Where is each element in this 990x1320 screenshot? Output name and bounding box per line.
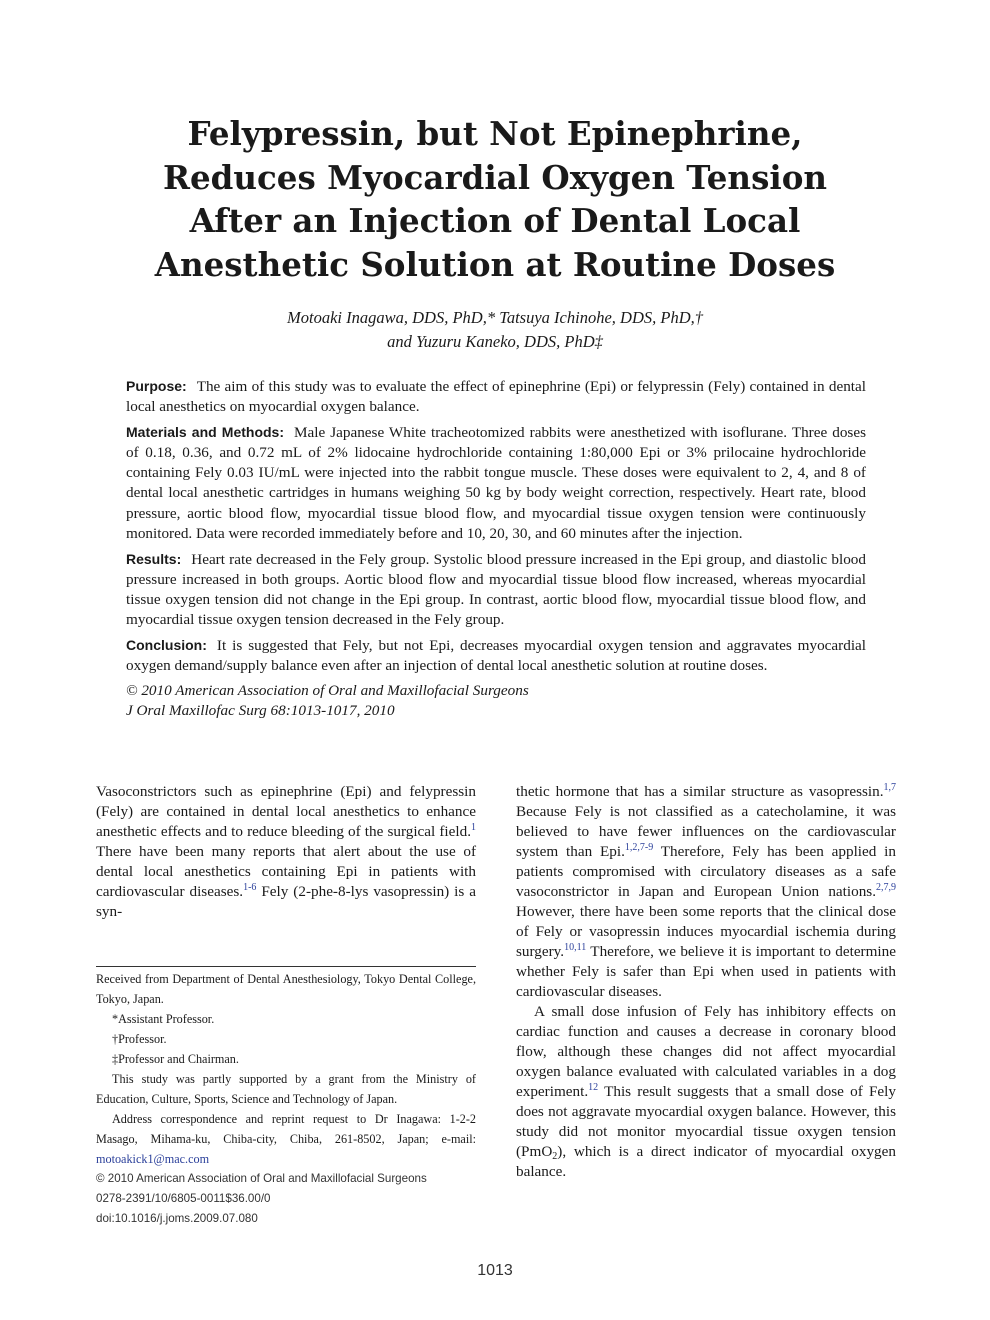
page-number: 1013 — [477, 1262, 513, 1279]
purpose-text: The aim of this study was to evaluate the effect of epinephrine (Epi) or felypressin (Fely) contained in dental local anesthetics on myocardial oxygen balance. — [126, 378, 866, 416]
article-title: Felypressin, but Not Epinephrine, Reduces Myocardial Oxygen Tension After an Injection of Dental Local Anesthetic Solution at Routine Doses — [154, 114, 836, 284]
reference-link[interactable]: 1,7 — [883, 782, 896, 793]
body-text: ), which is a direct indicator of myocardial oxygen balance. — [516, 1143, 896, 1180]
author-list — [120, 306, 870, 354]
authors-line-1: Motoaki Inagawa, DDS, PhD,* Tatsuya Ichinohe, DDS, PhD,† — [287, 308, 703, 327]
reference-link[interactable]: 1,2,7-9 — [624, 842, 654, 853]
conclusion-label: Conclusion: — [126, 637, 207, 654]
body-text: There have been many reports that alert about the use of dental local anesthetics containing Epi in patients with cardiovascular diseases. — [96, 843, 476, 900]
body-text: Fely (2-phe-8-lys vasopressin) is a syn- — [96, 883, 476, 920]
authors-line-2: and Yuzuru Kaneko, DDS, PhD‡ — [387, 332, 603, 351]
purpose-label: Purpose: — [126, 378, 187, 394]
email-link[interactable]: motoakick1@mac.com — [96, 1152, 210, 1166]
footnote-address — [96, 1109, 476, 1169]
body-paragraph — [516, 782, 896, 1002]
body-text: A small dose infusion of Fely has inhibitory effects on cardiac function and causes a decrease in coronary blood flow, although these changes did not affect myocardial oxygen balance evaluated with calculated variables in a dog experiment. — [516, 1003, 896, 1100]
reference-link[interactable]: 2,7,9 — [876, 882, 896, 893]
body-text: Therefore, we believe it is important to determine whether Fely is safer than Epi when used in patients with cardiovascular diseases. — [516, 943, 896, 1000]
reference-link[interactable]: 1 — [471, 822, 476, 833]
footnote-professor: †Professor. — [112, 1032, 167, 1046]
body-text: However, there have been some reports that the clinical dose of Fely or vasopressin induces myocardial ischemia during surgery. — [516, 903, 896, 960]
body-paragraph — [516, 1002, 896, 1182]
conclusion-text: It is suggested that Fely, but not Epi, decreases myocardial oxygen tension and aggravates myocardial oxygen demand/supply balance even after an injection of dental local anesthetic solution at routine doses. — [126, 637, 866, 675]
methods-label: Materials and Methods: — [126, 424, 284, 441]
abstract-conclusion — [126, 635, 866, 676]
footnote-assistant: *Assistant Professor. — [112, 1012, 215, 1026]
footnote-chairman: ‡Professor and Chairman. — [112, 1052, 239, 1066]
abstract — [126, 376, 866, 722]
body-text: Because Fely is not classified as a catecholamine, it was believed to have fewer influences on the cardiovascular system than Epi. — [516, 803, 896, 860]
footnote-issn: 0278-2391/10/6805-0011$36.00/0 — [96, 1192, 271, 1205]
footnote-copyright: © 2010 American Association of Oral and Maxillofacial Surgeons — [96, 1172, 427, 1185]
footnote-grant: This study was partly supported by a grant from the Ministry of Education, Culture, Sports, Science and Technology of Japan. — [96, 1072, 476, 1106]
body-column-right — [516, 782, 896, 1182]
body-text: Therefore, Fely has been applied in patients compromised with circulatory diseases as a safe vasoconstrictor in Japan and European Union nations. — [516, 843, 896, 900]
footnote-doi[interactable]: doi:10.1016/j.joms.2009.07.080 — [96, 1212, 258, 1225]
body-text: This result suggests that a small dose of Fely does not aggravate myocardial oxygen balance. However, this study did not monitor myocardial tissue oxygen tension (PmO — [516, 1083, 896, 1160]
footnotes — [96, 966, 476, 1229]
subscript: 2 — [552, 1151, 558, 1162]
body-text: thetic hormone that has a similar structure as vasopressin. — [516, 783, 884, 800]
body-paragraph — [96, 782, 476, 922]
body-column-left — [96, 782, 476, 922]
body-text: Vasoconstrictors such as epinephrine (Epi) and felypressin (Fely) are contained in dental local anesthetics to enhance anesthetic effects and to reduce bleeding of the surgical field. — [96, 783, 476, 840]
abstract-methods — [126, 422, 866, 544]
footnote-received: Received from Department of Dental Anesthesiology, Tokyo Dental College, Tokyo, Japan. — [96, 972, 476, 1006]
reference-link[interactable]: 10,11 — [564, 942, 587, 953]
address-text: Address correspondence and reprint request to Dr Inagawa: 1-2-2 Masago, Mihama-ku, Chiba-city, Chiba, 261-8502, Japan; e-mail: — [96, 1112, 476, 1146]
abstract-citation: J Oral Maxillofac Surg 68:1013-1017, 2010 — [126, 702, 395, 720]
results-text: Heart rate decreased in the Fely group. Systolic blood pressure increased in the Epi group, and diastolic blood pressure increased in both groups. Aortic blood flow and myocardial tissue blood flow increased, whereas myocardial tissue oxygen tension did not change in the Epi group. In contrast, aortic blood flow, myocardial tissue blood flow, and myocardial tissue oxygen tension decreased in the Fely group. — [126, 550, 866, 629]
methods-text: Male Japanese White tracheotomized rabbits were anesthetized with isoflurane. Three doses of 0.18, 0.36, and 0.72 mL of 2% lidocaine hydrochloride containing 1:80,000 Epi or 3% prilocaine hydrochloride containing Fely 0.03 IU/mL were injected into the rabbit tongue muscle. These doses were equivalent to 2, 4, and 8 of dental local anesthetic cartridges in humans weighing 50 kg by body weight correction, respectively. Heart rate, blood pressure, aortic blood flow, myocardial tissue blood flow, and myocardial tissue oxygen tension were continuously monitored. Data were recorded immediately before and 10, 20, 30, and 60 minutes after the injection. — [126, 424, 866, 542]
reference-link[interactable]: 1-6 — [243, 882, 257, 893]
abstract-copyright: © 2010 American Association of Oral and Maxillofacial Surgeons — [126, 682, 529, 700]
abstract-purpose — [126, 376, 866, 417]
reference-link[interactable]: 12 — [588, 1082, 599, 1093]
abstract-results — [126, 549, 866, 630]
results-label: Results: — [126, 550, 182, 567]
